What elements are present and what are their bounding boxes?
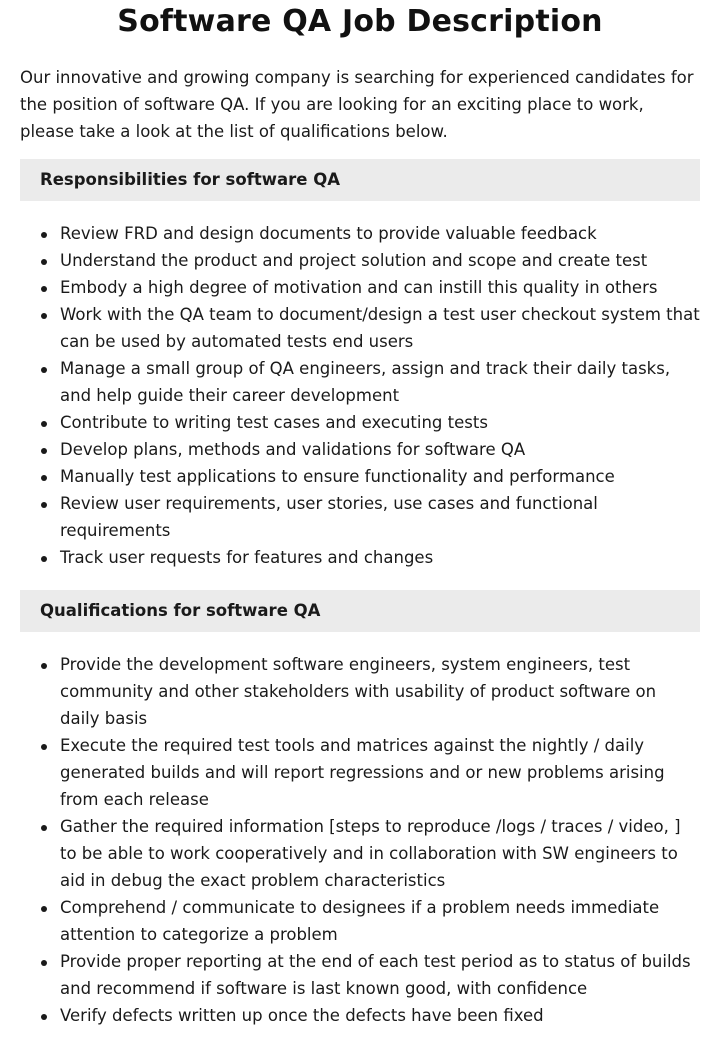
bullet-icon [41, 825, 47, 831]
list-item-text: Track user requests for features and changes [60, 548, 434, 567]
bullet-icon [41, 663, 47, 669]
bullet-icon [41, 906, 47, 912]
responsibilities-heading: Responsibilities for software QA [20, 159, 700, 201]
list-item [60, 813, 700, 894]
bullet-icon [41, 367, 47, 373]
list-item [60, 651, 700, 732]
list-item-text: Contribute to writing test cases and executing tests [60, 413, 488, 432]
bullet-icon [41, 960, 47, 966]
bullet-icon [41, 448, 47, 454]
list-item-text: Embody a high degree of motivation and can instill this quality in others [60, 278, 658, 297]
list-item-text: Gather the required information [steps to reproduce /logs / traces / video, ] to be able to work cooperatively and in collaboration with SW engineers to aid in debug the exact problem characteristics [60, 817, 681, 890]
page-title: Software QA Job Description [117, 4, 603, 39]
list-item [60, 490, 700, 544]
bullet-icon [41, 259, 47, 265]
list-item [60, 1002, 700, 1029]
intro-paragraph: Our innovative and growing company is searching for experienced candidates for the position of software QA. If you are looking for an exciting place to work, please take a look at the list of qualifications below. [20, 68, 694, 141]
list-item-text: Develop plans, methods and validations for software QA [60, 440, 526, 459]
list-item [60, 948, 700, 1002]
bullet-icon [41, 286, 47, 292]
qualifications-heading: Qualifications for software QA [20, 590, 700, 632]
bullet-icon [41, 502, 47, 508]
list-item [60, 436, 700, 463]
list-item-text: Review user requirements, user stories, use cases and functional requirements [60, 494, 598, 540]
list-item [60, 463, 700, 490]
bullet-icon [41, 1014, 47, 1020]
responsibilities-list [20, 220, 700, 571]
list-item [60, 301, 700, 355]
list-item-text: Manually test applications to ensure functionality and performance [60, 467, 615, 486]
list-item-text: Comprehend / communicate to designees if a problem needs immediate attention to categorize a problem [60, 898, 660, 944]
list-item [60, 732, 700, 813]
bullet-icon [41, 232, 47, 238]
list-item [60, 247, 700, 274]
bullet-icon [41, 313, 47, 319]
list-item [60, 220, 700, 247]
bullet-icon [41, 475, 47, 481]
list-item-text: Review FRD and design documents to provide valuable feedback [60, 224, 597, 243]
list-item [60, 355, 700, 409]
list-item-text: Manage a small group of QA engineers, assign and track their daily tasks, and help guide their career development [60, 359, 671, 405]
list-item [60, 894, 700, 948]
list-item-text: Provide proper reporting at the end of each test period as to status of builds and recommend if software is last known good, with confidence [60, 952, 691, 998]
qualifications-list [20, 651, 700, 1029]
list-item-text: Provide the development software engineers, system engineers, test community and other stakeholders with usability of product software on daily basis [60, 655, 657, 728]
list-item-text: Execute the required test tools and matrices against the nightly / daily generated builds and will report regressions and or new problems arising from each release [60, 736, 665, 809]
list-item-text: Work with the QA team to document/design a test user checkout system that can be used by automated tests end users [60, 305, 700, 351]
list-item [60, 544, 700, 571]
list-item-text: Understand the product and project solution and scope and create test [60, 251, 648, 270]
list-item [60, 409, 700, 436]
list-item [60, 274, 700, 301]
bullet-icon [41, 421, 47, 427]
bullet-icon [41, 744, 47, 750]
bullet-icon [41, 556, 47, 562]
list-item-text: Verify defects written up once the defects have been fixed [60, 1006, 544, 1025]
